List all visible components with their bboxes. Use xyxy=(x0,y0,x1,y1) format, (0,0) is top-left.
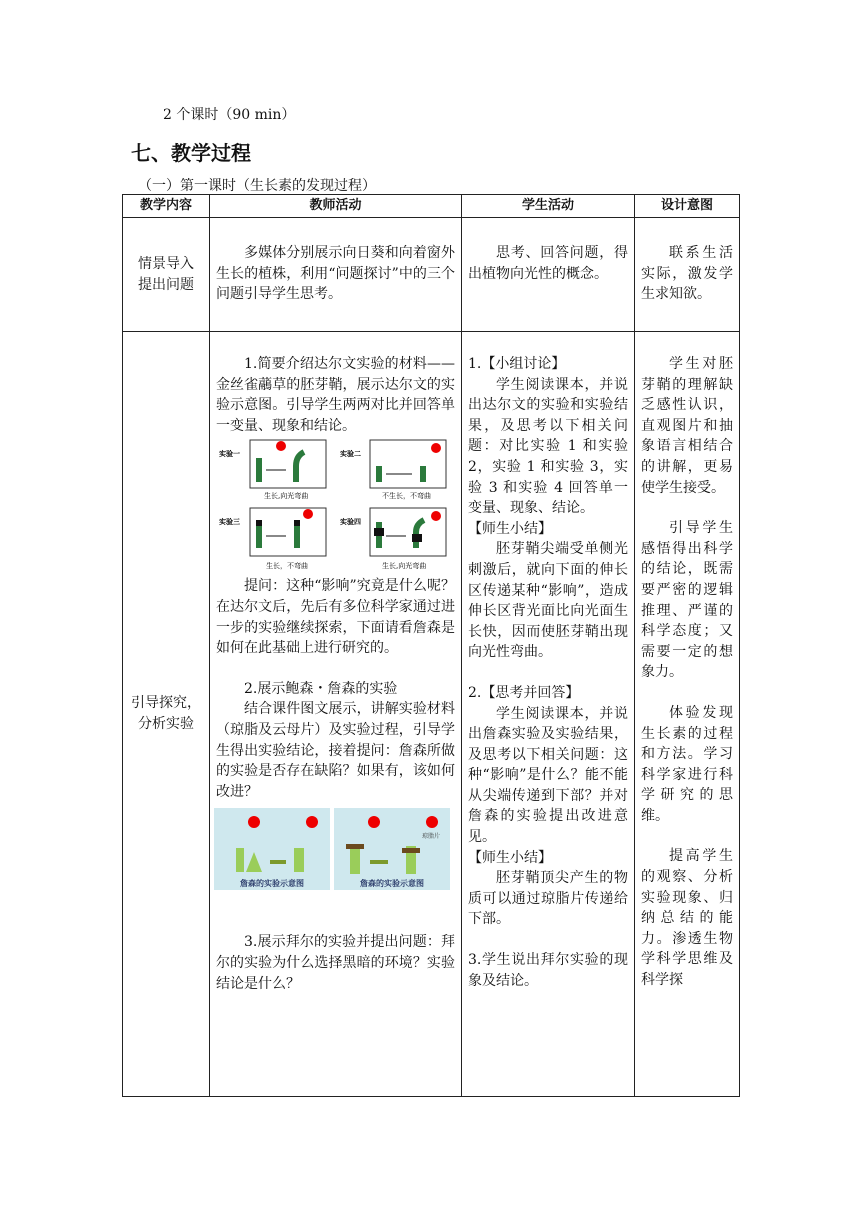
header-teacher: 教师活动 xyxy=(210,195,462,218)
sun-icon xyxy=(276,441,286,451)
jensen-right-caption: 詹森的实验示意图 xyxy=(360,879,424,889)
jensen-right-image xyxy=(334,808,450,890)
jensen-experiment-figure xyxy=(214,808,455,890)
exp4-label: 实验四 xyxy=(340,518,361,527)
agar-label: 琼脂片 xyxy=(422,833,441,841)
seedling-icon xyxy=(236,848,244,872)
jensen-left-image xyxy=(214,808,330,890)
row2-student: 1.【小组讨论】 学生阅读课本，并说出达尔文的实验和实验结果，及思考以下相关问题：对比实验 1 和实验 2，实验 1 和实验 3，实验 3 和实验 4 回答单一变量、现象、结论。 【师生小结】 胚芽鞘尖端受单侧光刺激后，就向下面的伸长区传递某种“影响”，造成伸长区背光面比向光面生长快，因而使胚芽鞘出现向光性弯曲。 2.【思考并回答】 学生阅读课本，并说出詹森实验及实验结果，及思考以下相关问题：这种“影响”是什么？能不能从尖端传递到下部？并对詹森的实验提出改进意见。 【师生小结】 胚芽鞘顶尖产生的物质可以通过琼脂片传递给下部。 3.学生说出拜尔实验的现象及结论。 xyxy=(462,332,635,1097)
sun-icon xyxy=(426,816,438,828)
table-row xyxy=(123,332,740,1097)
class-hours: 2 个课时（90 min） xyxy=(163,107,296,123)
row2-teacher xyxy=(210,332,462,1097)
teacher-jensen-heading: 2.展示鲍森・詹森的实验 xyxy=(244,680,398,697)
teacher-jensen-text: 结合课件图文展示，讲解实验材料（琼脂及云母片）及实验过程，引导学生得出实验结论，接着提问：詹森所做的实验是否存在缺陷？如果有，该如何改进？ xyxy=(216,701,455,800)
section-title: 七、教学过程 xyxy=(131,141,251,165)
table-row xyxy=(123,218,740,332)
sun-icon xyxy=(431,443,441,453)
darwin-experiment-figure xyxy=(216,436,456,576)
seedling-icon xyxy=(350,846,360,874)
row1-intent: 联系生活实际，激发学生求知欲。 xyxy=(635,218,740,332)
seedling-icon xyxy=(376,466,382,482)
exp2-caption: 不生长，不弯曲 xyxy=(382,492,431,501)
exp3-label: 实验三 xyxy=(219,518,240,527)
exp2-label: 实验二 xyxy=(340,450,361,459)
sun-icon xyxy=(248,816,260,828)
header-intent: 设计意图 xyxy=(635,195,740,218)
exp1-caption: 生长,向光弯曲 xyxy=(264,492,309,501)
teaching-process-table xyxy=(122,194,740,1097)
row1-teacher: 多媒体分别展示向日葵和向着窗外生长的植株，利用“问题探讨”中的三个问题引导学生思考。 xyxy=(210,218,462,332)
sun-icon xyxy=(368,816,380,828)
exp1-label: 实验一 xyxy=(219,450,240,459)
header-content: 教学内容 xyxy=(123,195,210,218)
subsection-title: （一）第一课时（生长素的发现过程） xyxy=(138,178,376,194)
seedling-icon xyxy=(256,458,262,482)
sun-icon xyxy=(431,511,441,521)
exp4-caption: 生长,向光弯曲 xyxy=(382,562,427,571)
teacher-question-text: 提问：这种“影响”究竟是什么呢？在达尔文后，先后有多位科学家通过进一步的实验继续探索，下面请看詹森是如何在此基础上进行研究的。 xyxy=(216,578,455,657)
sun-icon xyxy=(306,816,318,828)
row2-intent: 学生对胚芽鞘的理解缺乏感性认识，直观图片和抽象语言相结合的讲解，更易使学生接受。 引导学生感悟得出科学的结论，既需要严密的逻辑推理、严谨的科学态度；又需要一定的想象力。 体验发现生长素的过程和方法。学习科学家进行科学研究的思维。 提高学生的观察、分析实验现象、归纳总结的能力。渗透生物学科学思维及科学探 xyxy=(635,332,740,1097)
row2-category: 引导探究，分析实验 xyxy=(123,332,210,1097)
exp3-caption: 生长，不弯曲 xyxy=(266,562,308,571)
row1-category: 情景导入提出问题 xyxy=(123,218,210,332)
teacher-bayer-text: 3.展示拜尔的实验并提出问题：拜尔的实验为什么选择黑暗的环境？实验结论是什么？ xyxy=(216,934,455,992)
table-header-row xyxy=(123,195,740,218)
header-student: 学生活动 xyxy=(462,195,635,218)
teacher-darwin-text: 1.简要介绍达尔文实验的材料——金丝雀虉草的胚芽鞘，展示达尔文的实验示意图。引导学生两两对比并回答单一变量、现象和结论。 xyxy=(216,356,455,434)
seedling-icon xyxy=(294,848,304,872)
row1-student: 思考、回答问题，得出植物向光性的概念。 xyxy=(462,218,635,332)
seedling-icon xyxy=(420,466,426,482)
sun-icon xyxy=(303,509,313,519)
jensen-left-caption: 詹森的实验示意图 xyxy=(240,879,304,889)
